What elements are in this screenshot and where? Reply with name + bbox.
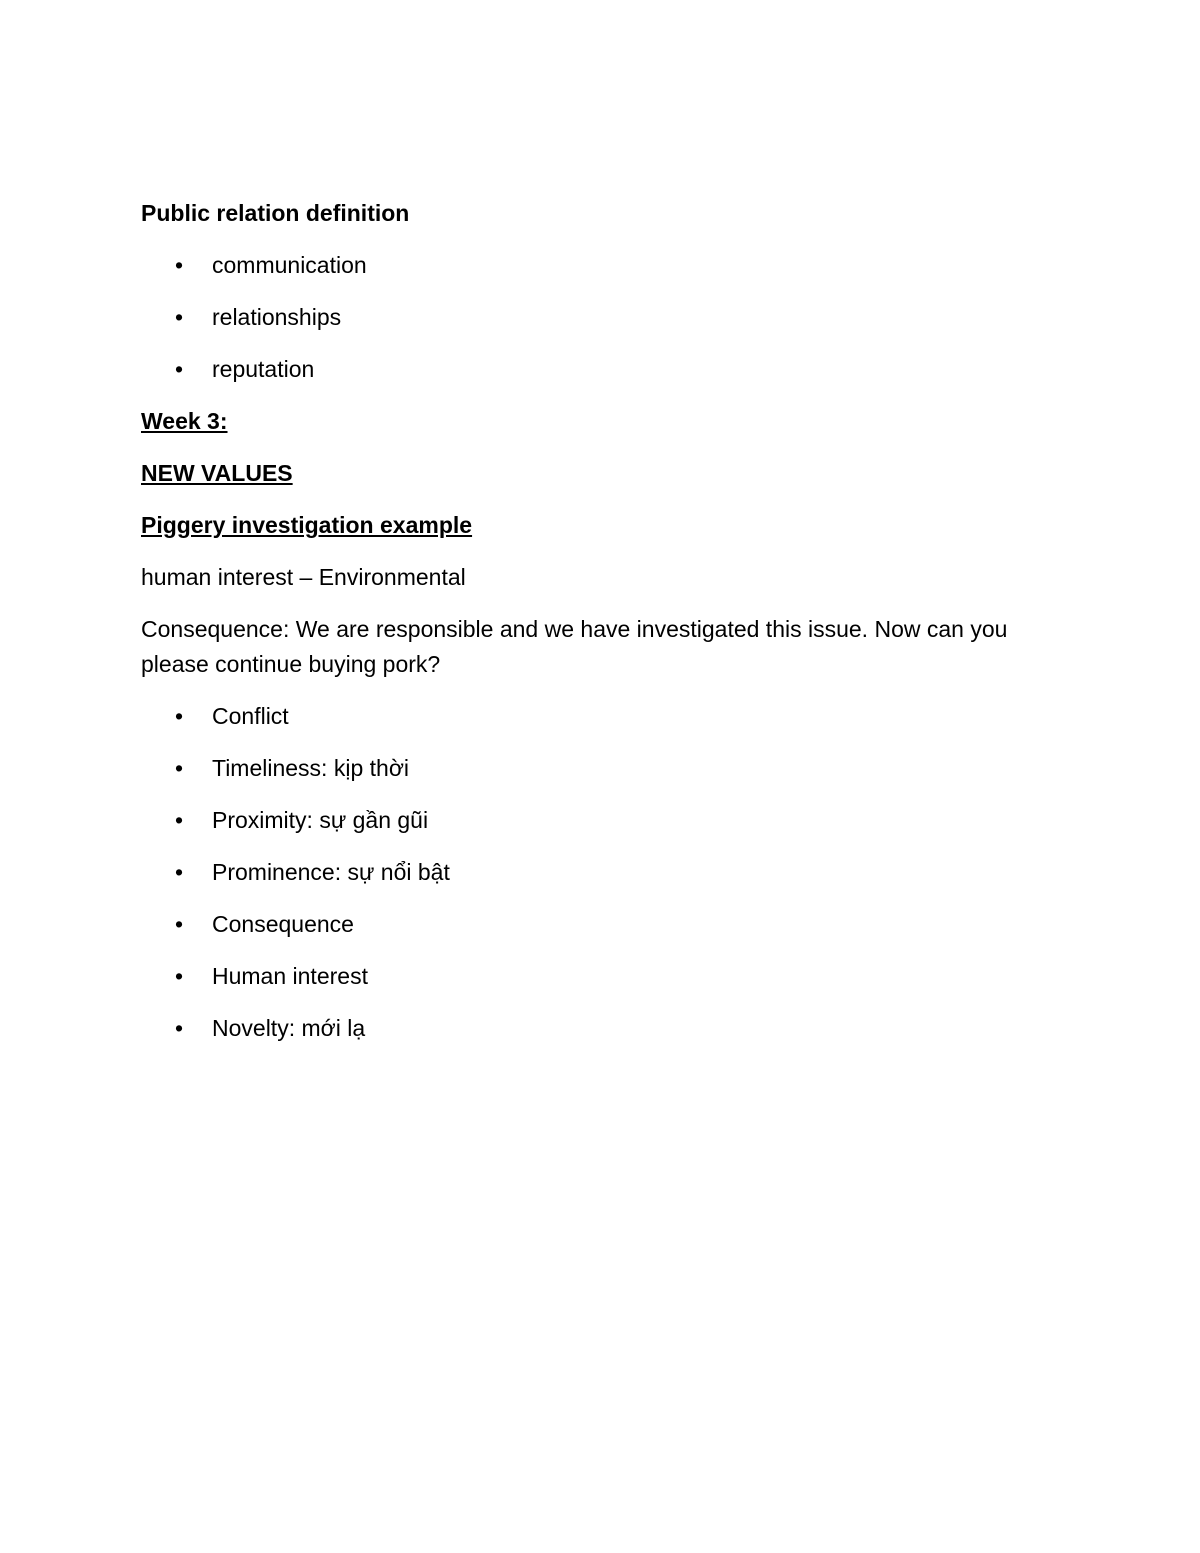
bullet-icon: •	[175, 356, 184, 382]
list-item	[141, 959, 1041, 994]
list-item	[141, 352, 1041, 387]
list-item-text: Proximity: sự gần gũi	[212, 807, 429, 833]
list-item	[141, 907, 1041, 942]
consequence-paragraph: Consequence: We are responsible and we have investigated this issue. Now can you please continue buying pork?	[141, 616, 1008, 677]
document-body	[141, 196, 1041, 1063]
bullet-icon: •	[175, 304, 184, 330]
list-item	[141, 803, 1041, 838]
list-item-text: Prominence: sự nổi bật	[212, 859, 450, 885]
list-item	[141, 248, 1041, 283]
list-item	[141, 699, 1041, 734]
bullet-icon: •	[175, 963, 184, 989]
bullet-icon: •	[175, 859, 184, 885]
bullet-icon: •	[175, 703, 184, 729]
section-heading: NEW VALUES	[141, 460, 293, 486]
list-item	[141, 300, 1041, 335]
list-item-text: Conflict	[212, 703, 289, 729]
list-item-text: Human interest	[212, 963, 368, 989]
definition-list	[141, 248, 1041, 387]
list-item	[141, 1011, 1041, 1046]
list-item-text: Novelty: mới lạ	[212, 1015, 366, 1041]
example-heading: Piggery investigation example	[141, 512, 473, 538]
list-item-text: communication	[212, 252, 367, 278]
bullet-icon: •	[175, 1015, 184, 1041]
list-item-text: Consequence	[212, 911, 354, 937]
bullet-icon: •	[175, 252, 184, 278]
bullet-icon: •	[175, 911, 184, 937]
list-item	[141, 751, 1041, 786]
week-heading: Week 3:	[141, 408, 228, 434]
list-item-text: reputation	[212, 356, 315, 382]
example-line: human interest – Environmental	[141, 564, 466, 590]
document-title: Public relation definition	[141, 200, 410, 226]
bullet-icon: •	[175, 755, 184, 781]
list-item-text: relationships	[212, 304, 342, 330]
list-item	[141, 855, 1041, 890]
values-list	[141, 699, 1041, 1046]
bullet-icon: •	[175, 807, 184, 833]
list-item-text: Timeliness: kịp thời	[212, 755, 410, 781]
